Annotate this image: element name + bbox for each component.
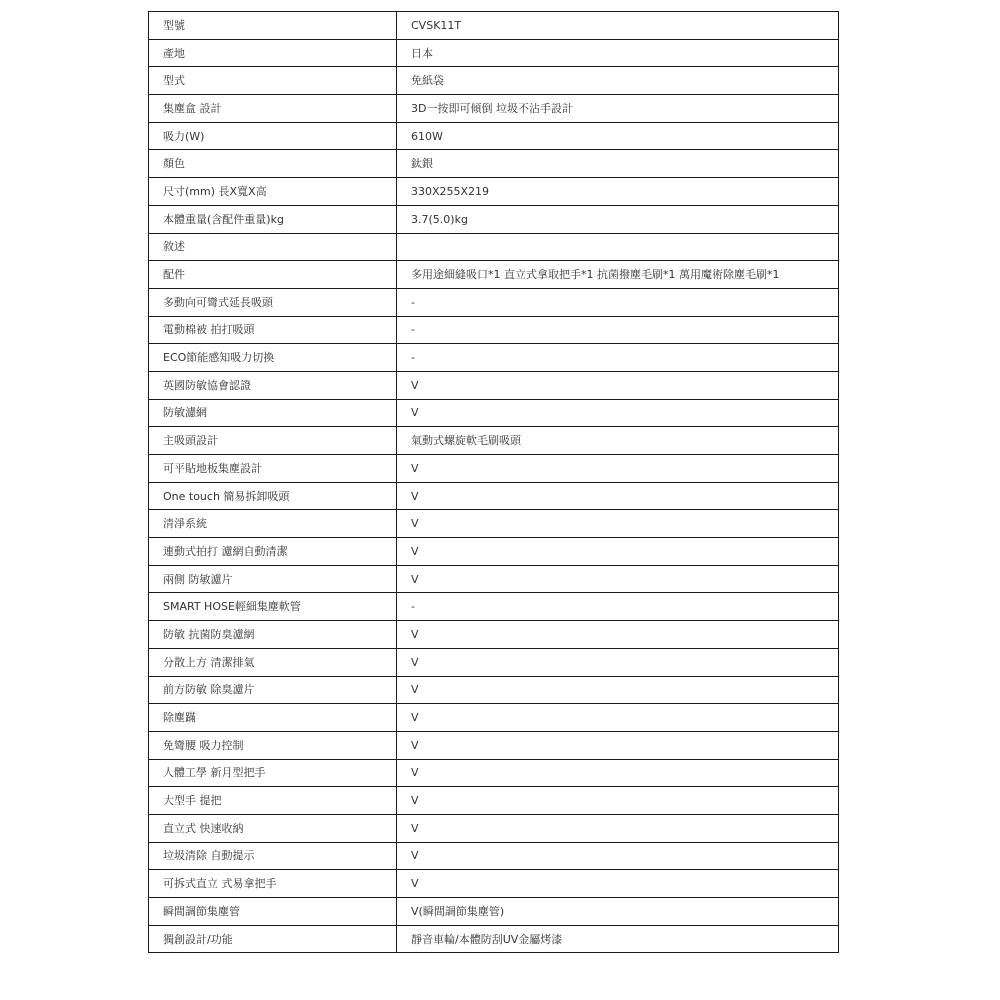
spec-value: - (397, 316, 839, 344)
table-row (149, 925, 839, 953)
spec-value: 610W (397, 122, 839, 150)
table-row (149, 704, 839, 732)
spec-value: V (397, 399, 839, 427)
spec-label: 瞬間調節集塵管 (149, 898, 397, 926)
spec-value: V (397, 455, 839, 483)
table-row (149, 759, 839, 787)
spec-value: V (397, 648, 839, 676)
spec-table-body (149, 12, 839, 953)
table-row (149, 427, 839, 455)
table-row (149, 150, 839, 178)
spec-value: 330X255X219 (397, 178, 839, 206)
spec-label: 電動棉被 拍打吸頭 (149, 316, 397, 344)
table-row (149, 12, 839, 40)
spec-label: 防敏 抗菌防臭濾網 (149, 621, 397, 649)
table-row (149, 565, 839, 593)
spec-label: 顏色 (149, 150, 397, 178)
table-row (149, 233, 839, 261)
spec-label: 獨創設計/功能 (149, 925, 397, 953)
spec-value: V (397, 787, 839, 815)
spec-label: SMART HOSE輕細集塵軟管 (149, 593, 397, 621)
spec-label: 主吸頭設計 (149, 427, 397, 455)
table-row (149, 399, 839, 427)
spec-value: 鈦銀 (397, 150, 839, 178)
spec-value: V (397, 621, 839, 649)
table-row (149, 814, 839, 842)
spec-value: - (397, 593, 839, 621)
table-row (149, 371, 839, 399)
spec-label: 垃圾清除 自動提示 (149, 842, 397, 870)
table-row (149, 510, 839, 538)
table-row (149, 482, 839, 510)
table-row (149, 316, 839, 344)
spec-value: - (397, 288, 839, 316)
spec-label: 大型手 提把 (149, 787, 397, 815)
table-row (149, 95, 839, 123)
table-row (149, 288, 839, 316)
spec-label: 可拆式直立 式易拿把手 (149, 870, 397, 898)
spec-label: 人體工學 新月型把手 (149, 759, 397, 787)
spec-label: 可平貼地板集塵設計 (149, 455, 397, 483)
spec-value: V (397, 731, 839, 759)
table-row (149, 455, 839, 483)
spec-table (148, 11, 839, 953)
spec-label: One touch 簡易拆卸吸頭 (149, 482, 397, 510)
spec-value: V (397, 814, 839, 842)
spec-label: 尺寸(mm) 長X寬X高 (149, 178, 397, 206)
spec-value: 靜音車輪/本體防刮UV金屬烤漆 (397, 925, 839, 953)
spec-label: 型式 (149, 67, 397, 95)
spec-label: 多動向可彎式延長吸頭 (149, 288, 397, 316)
table-row (149, 593, 839, 621)
table-row (149, 261, 839, 289)
spec-value (397, 233, 839, 261)
spec-value: V (397, 676, 839, 704)
table-row (149, 621, 839, 649)
table-row (149, 344, 839, 372)
table-row (149, 842, 839, 870)
spec-value: V (397, 510, 839, 538)
spec-value: - (397, 344, 839, 372)
spec-label: 本體重量(含配件重量)kg (149, 205, 397, 233)
spec-label: 敘述 (149, 233, 397, 261)
table-row (149, 648, 839, 676)
spec-value: V (397, 371, 839, 399)
spec-value: 多用途細縫吸口*1 直立式拿取把手*1 抗菌撥塵毛刷*1 萬用魔術除塵毛刷*1 (397, 261, 839, 289)
spec-label: 前方防敏 除臭濾片 (149, 676, 397, 704)
table-row (149, 676, 839, 704)
spec-value: V (397, 759, 839, 787)
spec-value: V (397, 565, 839, 593)
table-row (149, 898, 839, 926)
spec-value: 3D一按即可傾倒 垃圾不沾手設計 (397, 95, 839, 123)
spec-label: 直立式 快速收納 (149, 814, 397, 842)
spec-value: 氣動式螺旋軟毛刷吸頭 (397, 427, 839, 455)
spec-label: 集塵盒 設計 (149, 95, 397, 123)
spec-label: 防敏濾網 (149, 399, 397, 427)
spec-label: ECO節能感知吸力切換 (149, 344, 397, 372)
spec-value: V (397, 870, 839, 898)
spec-value: V (397, 842, 839, 870)
spec-value: 3.7(5.0)kg (397, 205, 839, 233)
spec-label: 配件 (149, 261, 397, 289)
spec-label: 清淨系統 (149, 510, 397, 538)
spec-label: 除塵蹣 (149, 704, 397, 732)
spec-value: V (397, 704, 839, 732)
spec-label: 英國防敏協會認證 (149, 371, 397, 399)
spec-label: 分散上方 清潔排氣 (149, 648, 397, 676)
table-row (149, 538, 839, 566)
spec-label: 連動式拍打 濾網自動清潔 (149, 538, 397, 566)
table-row (149, 787, 839, 815)
spec-label: 吸力(W) (149, 122, 397, 150)
spec-label: 兩側 防敏濾片 (149, 565, 397, 593)
table-row (149, 67, 839, 95)
spec-value: 日本 (397, 39, 839, 67)
spec-value: V(瞬間調節集塵管) (397, 898, 839, 926)
table-row (149, 205, 839, 233)
table-row (149, 39, 839, 67)
table-row (149, 731, 839, 759)
spec-label: 產地 (149, 39, 397, 67)
table-row (149, 178, 839, 206)
spec-value: V (397, 482, 839, 510)
table-row (149, 870, 839, 898)
spec-value: V (397, 538, 839, 566)
spec-label: 免彎腰 吸力控制 (149, 731, 397, 759)
table-row (149, 122, 839, 150)
spec-label: 型號 (149, 12, 397, 40)
spec-value: CVSK11T (397, 12, 839, 40)
spec-value: 免紙袋 (397, 67, 839, 95)
